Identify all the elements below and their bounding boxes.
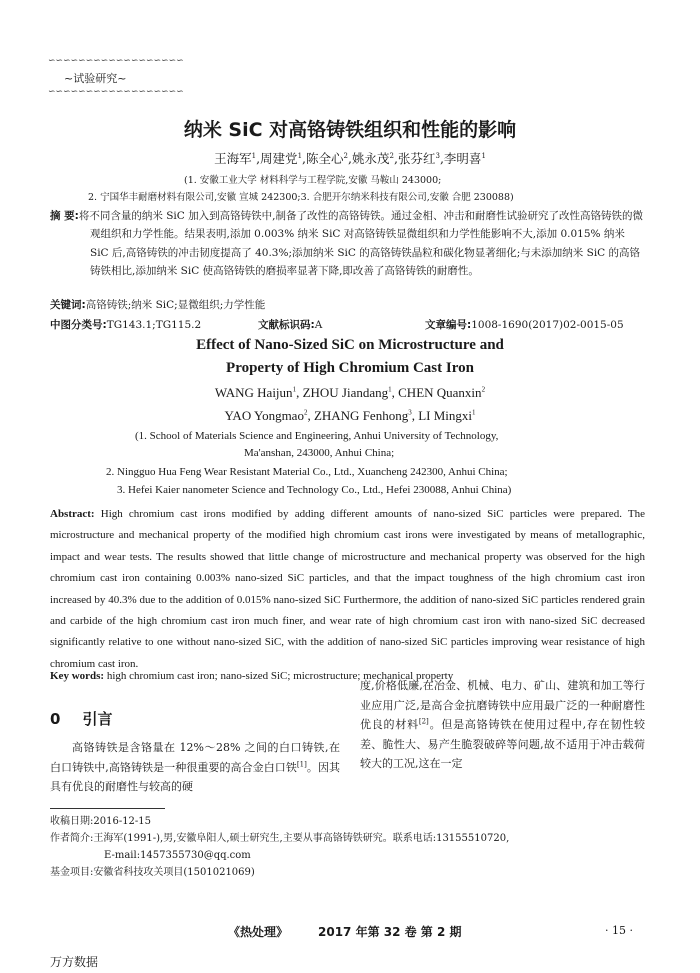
abstract-en-label: Abstract: [50, 508, 95, 520]
section-number: 0 [50, 710, 61, 728]
affiliation-en-1b: Ma'anshan, 243000, Anhui China; [244, 447, 395, 459]
abstract-cn [50, 207, 645, 280]
section-title: 引言 [82, 710, 113, 728]
clc-number: 中图分类号:TG143.1;TG115.2 [50, 319, 202, 331]
journal-name: 《热处理》 [228, 925, 289, 939]
keywords-cn [50, 297, 265, 312]
author-cn: 王海军$^1$ [214, 151, 257, 166]
author-en: WANG Haijun$^1$ [214, 385, 297, 400]
keywords-cn-text: 高铬铸铁;纳米 SiC;显微组织;力学性能 [85, 299, 266, 311]
abstract-cn-label: 摘 要: [50, 210, 79, 222]
author-en: YAO Yongmao$^2$ [224, 408, 308, 423]
paper-title-en-line1: Effect of Nano-Sized SiC on Microstructure and [196, 337, 504, 353]
affiliation-en-3: 3. Hefei Kaier nanometer Science and Technology Co., Ltd., Hefei 230088, Anhui China) [117, 484, 512, 496]
affiliation-en-1: (1. School of Materials Science and Engineering, Anhui University of Technology, [135, 430, 499, 442]
footnote-author: 作者简介:王海军(1991-),男,安徽阜阳人,硕士研究生,主要从事高铬铸铁研究。联系电话:13155510720, [50, 833, 510, 844]
header-wave-bottom: ∽∽∽∽∽∽∽∽∽∽∽∽∽∽∽∽∽∽ [48, 87, 184, 97]
affiliation-cn-1: (1. 安徽工业大学 材料科学与工程学院,安徽 马鞍山 243000; [184, 175, 442, 186]
affiliation-en-2: 2. Ningguo Hua Feng Wear Resistant Material Co., Ltd., Xuancheng 242300, Anhui China; [106, 466, 508, 478]
author-cn: 陈全心$^2$ [306, 151, 348, 166]
section-tag: ~试验研究~ [64, 72, 127, 85]
abstract-cn-text: 将不同含量的纳米 SiC 加入到高铬铸铁中,制备了改性的高铬铸铁。通过金相、冲击和耐磨性试验研究了改性高铬铸铁的微观组织和力学性能。结果表明,添加 0.003% 纳米 SiC 对高铬铸铁显微组织和力学性能影响不大,添加 0.015% 纳米 SiC 后,高铬铸铁的冲击韧度提高了 40.3%;添加纳米 SiC 的高铬铸铁晶粒和碳化物显著细化;与未添加纳米 SiC 的高铬铸铁相比,添加纳米 SiC 使高铬铸铁的磨损率显著下降,即改善了高铬铸铁的耐磨性。 [78, 210, 643, 277]
journal-issue: 2017 年第 32 卷 第 2 期 [318, 925, 462, 939]
paper-title-en-line2: Property of High Chromium Cast Iron [226, 360, 474, 376]
intro-paragraph-right: 度,价格低廉,在冶金、机械、电力、矿山、建筑和加工等行业应用广泛,是高合金抗磨铸铁中应用最广泛的一种耐磨性优良的材料[2]。但是高铬铸铁在使用过程中,存在韧性较差、脆性大、易产生脆裂破碎等问题,故不适用于冲击载荷较大的工况,这在一定 [360, 679, 645, 770]
section-heading-intro [50, 708, 112, 729]
paper-title-cn: 纳米 SiC 对高铬铸铁组织和性能的影响 [183, 119, 517, 141]
author-en: ZHOU Jiandang$^1$ [302, 385, 392, 400]
document-code: 文献标识码:A [258, 319, 323, 331]
authors-en-line1: WANG Haijun$^1$, ZHOU Jiandang$^1$, CHEN Quanxin$^2$ [214, 385, 486, 400]
watermark: 万方数据 [50, 955, 99, 969]
article-number: 文章编号:1008-1690(2017)02-0015-05 [425, 319, 624, 331]
author-cn: 姚永茂$^2$ [351, 151, 394, 166]
intro-paragraph-left: 高铬铸铁是含铬量在 12%～28% 之间的白口铸铁,在白口铸铁中,高铬铸铁是一种很重要的高合金白口铁[1]。因其具有优良的耐磨性与较高的硬 [50, 741, 341, 793]
footnote-divider [50, 808, 165, 809]
keywords-en-label: Key words: [50, 670, 105, 682]
keywords-cn-label: 关键词: [50, 299, 86, 311]
author-cn: 周建党$^1$ [260, 151, 303, 166]
author-cn: 李明喜$^1$ [443, 151, 486, 166]
author-cn: 张芬红$^3$ [397, 151, 440, 166]
author-en: LI Mingxi$^1$ [418, 408, 476, 423]
keywords-en-text: high chromium cast iron; nano-sized SiC; microstructure; mechanical property [106, 670, 454, 682]
authors-en-line2: YAO Yongmao$^2$, ZHANG Fenhong$^3$, LI Mingxi$^1$ [224, 408, 476, 423]
abstract-en [50, 504, 645, 675]
author-en: ZHANG Fenhong$^3$ [313, 408, 412, 423]
page-number: · 15 · [605, 924, 633, 937]
affiliation-cn-2: 2. 宁国华丰耐磨材料有限公司,安徽 宣城 242300;3. 合肥开尔纳米科技有限公司,安徽 合肥 230088) [88, 192, 514, 203]
citation-ref[interactable]: [2] [418, 717, 429, 726]
footnote-received: 收稿日期:2016-12-15 [50, 816, 152, 827]
header-wave-top: ∽∽∽∽∽∽∽∽∽∽∽∽∽∽∽∽∽∽ [48, 56, 184, 66]
footnote-email: E-mail:1457355730@qq.com [104, 850, 251, 861]
citation-ref[interactable]: [1] [296, 759, 307, 768]
author-en: CHEN Quanxin$^2$ [398, 385, 486, 400]
authors-cn: 王海军$^1$,周建党$^1$,陈全心$^2$,姚永茂$^2$,张芬红$^3$,李明喜$^1$ [214, 151, 486, 166]
footnote-fund: 基金项目:安徽省科技攻关项目(1501021069) [50, 867, 255, 878]
abstract-en-text: High chromium cast irons modified by adding different amounts of nano-sized SiC particles were prepared. The microstructure and mechanical property of the modified high chromium cast irons were investigated by means of metallographic, impact and wear tests. The results showed that little change of microstructure and mechanical property was observed for the high chromium cast iron containing 0.003% nano-sized SiC particles, and that the impact toughness of the high chromium cast iron increased by 40.3% due to the addition of 0.015% nano-sized SiC Furthermore, the addition of nano-sized SiC particles rendered grain and carbide of the high chromium cast iron much finer, and wear rate of high chromium cast iron with nano-sized SiC decreased significantly relative to one without nano-sized SiC, with the addition of nano-sized SiC particles improving wear resistance of high chromium cast iron. [50, 508, 645, 670]
